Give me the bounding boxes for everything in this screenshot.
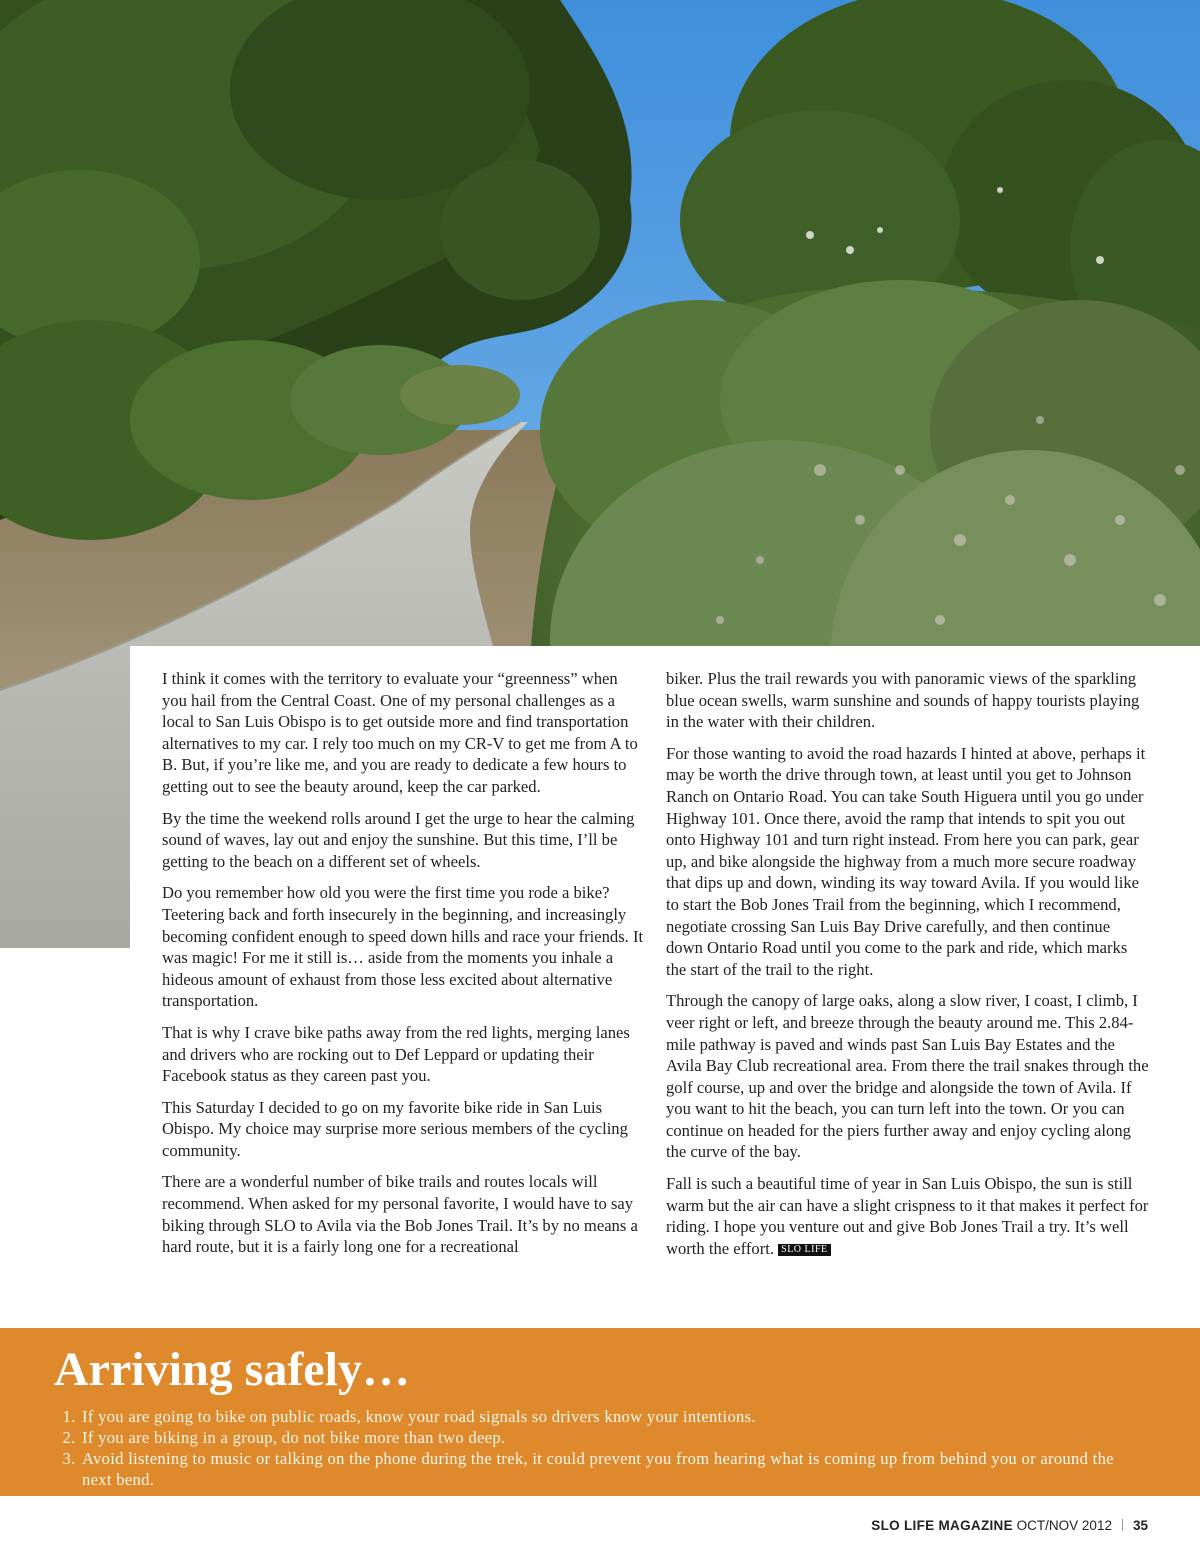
- footer-divider: [1122, 1519, 1123, 1531]
- slo-life-end-mark: SLO LIFE: [778, 1244, 831, 1256]
- article-paragraph: biker. Plus the trail rewards you with panoramic views of the sparkling blue ocean swells, warm sunshine and sounds of happy tourists playing in the water with their children.: [666, 669, 1140, 732]
- article-paragraph: By the time the weekend rolls around I get the urge to hear the calming sound of waves, lay out and enjoy the sunshine. But this time, I’ll be getting to the beach on a different set of wheels.: [162, 808, 635, 871]
- article-paragraph: Do you remember how old you were the first time you rode a bike? Teetering back and forth insecurely in the beginning, and increasingly becoming confident enough to speed down hills and race your friends. It was magic! For me it still is… aside from the moments you inhale a hideous amount of exhaust from those less excited about alternative transportation.: [162, 883, 644, 1011]
- article-paragraph: That is why I crave bike paths away from the red lights, merging lanes and drivers who are rocking out to Def Leppard or updating their Facebook status as they careen past you.: [162, 1022, 630, 1086]
- article-column-right: [666, 668, 1150, 1269]
- issue-date: OCT/NOV 2012: [1016, 1518, 1112, 1533]
- article-paragraph: This Saturday I decided to go on my favorite bike ride in San Luis Obispo. My choice may surprise more serious members of the cycling community.: [162, 1097, 628, 1160]
- safety-tips-list: [56, 1406, 1140, 1490]
- magazine-name: SLO LIFE MAGAZINE: [871, 1518, 1013, 1533]
- article-paragraph: I think it comes with the territory to evaluate your “greenness” when you hail from the Central Coast. One of my personal challenges as a local to San Luis Obispo is to get outside more and find transportation alternatives to my car. I rely too much on my CR-V to get me from A to B. But, if you’re like me, and you are ready to dedicate a few hours to getting out to see the beauty around, keep the car parked.: [162, 669, 638, 796]
- safety-tip: 3. Avoid listening to music or talking on the phone during the trek, it could prevent you from hearing what is coming up from behind you or around the next bend.: [80, 1448, 1140, 1490]
- page-footer: [871, 1518, 1148, 1533]
- closing-text: Fall is such a beautiful time of year in San Luis Obispo, the sun is still warm but the air can have a slight crispness to it that makes it perfect for riding. I hope you venture out and give Bob Jones Trail a try. It’s well worth the effort.: [666, 1174, 1149, 1258]
- article-paragraph: For those wanting to avoid the road hazards I hinted at above, perhaps it may be worth the drive through town, at least until you get to Johnson Ranch on Ontario Road. You can take South Higuera until you go under Highway 101. Once there, avoid the ramp that intends to spit you out onto Highway 101 and turn right instead. From here you can park, gear up, and bike alongside the highway from a much more secure roadway that dips up and down, winding its way toward Avila. If you would like to start the Bob Jones Trail from the beginning, which I recommend, negotiate crossing San Luis Bay Drive carefully, and then continue down Ontario Road until you come to the park and ride, which marks the start of the trail to the right.: [666, 743, 1146, 979]
- safety-tip: 2. If you are biking in a group, do not bike more than two deep.: [80, 1427, 1140, 1448]
- article-paragraph: There are a wonderful number of bike trails and routes locals will recommend. When asked for my personal favorite, I would have to say biking through SLO to Avila via the Bob Jones Trail. It’s by no means a hard route, but it is a fairly long one for a recreational: [162, 1172, 638, 1257]
- article-paragraph: Through the canopy of large oaks, along a slow river, I coast, I climb, I veer right or left, and breeze through the beauty around me. This 2.84-mile pathway is paved and winds past San Luis Bay Estates and the Avila Bay Club recreational area. From there the trail snakes through the golf course, up and over the bridge and alongside the town of Avila. If you want to hit the beach, you can turn left into the town. Or you can continue on headed for the piers further away and enjoy cycling along the curve of the bay.: [666, 991, 1149, 1162]
- article-body: [130, 646, 1200, 1306]
- page-number: 35: [1132, 1518, 1148, 1533]
- safety-tip: 1. If you are going to bike on public roads, know your road signals so drivers know your intentions.: [80, 1406, 1140, 1427]
- article-column-left: [162, 668, 644, 1268]
- arriving-safely-title: Arriving safely…: [54, 1343, 410, 1396]
- article-closing-paragraph: [666, 1173, 1150, 1259]
- arriving-safely-box: [0, 1328, 1200, 1496]
